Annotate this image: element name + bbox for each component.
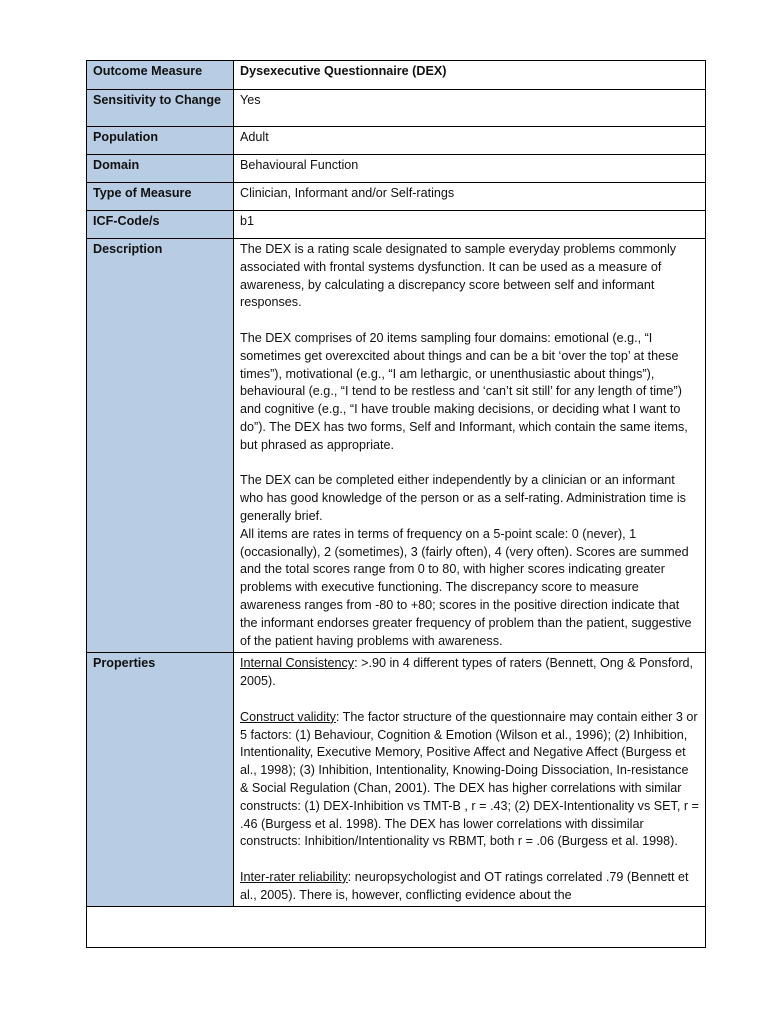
label-domain: Domain: [87, 155, 234, 183]
outcome-measure-sheet: [86, 60, 706, 948]
row-domain: [87, 155, 705, 183]
value-domain: Behavioural Function: [234, 155, 706, 183]
row-type-of-measure: [87, 183, 705, 211]
value-population: Adult: [234, 127, 706, 155]
value-icf-code: b1: [234, 211, 706, 239]
inter-rater-paragraph: [240, 869, 699, 905]
inter-rater-heading: Inter-rater reliability: [240, 869, 348, 884]
label-icf-code: ICF-Code/s: [87, 211, 234, 239]
label-outcome-measure: Outcome Measure: [87, 61, 234, 90]
row-properties: [87, 653, 705, 907]
value-description: [234, 239, 706, 653]
description-paragraph-1: The DEX is a rating scale designated to sample everyday problems commonly associated with frontal systems dysfunction. It can be used as a measure of awareness, by calculating a discrepancy score between self and informant responses.: [240, 242, 677, 310]
label-sensitivity: Sensitivity to Change: [87, 90, 234, 127]
internal-consistency-paragraph: [240, 655, 699, 691]
description-paragraph-4: All items are rates in terms of frequency on a 5-point scale: 0 (never), 1 (occasionally), 2 (sometimes), 3 (fairly often), 4 (very often). Scores are summed and the total scores range from 0 to 80, with higher scores indicating greater problems with executive functioning. The discrepancy score to measure awareness ranges from -80 to +80; scores in the positive direction indicate that the informant endorses greater frequency of problem than the patient, suggestive of the patient having problems with awareness.: [240, 526, 692, 648]
label-description: Description: [87, 239, 234, 653]
inter-rater-text: : neuropsychologist and OT ratings correlated .79 (Bennett et al., 2005). There is, however, conflicting evidence about the: [240, 869, 689, 902]
outcome-measure-table: [87, 61, 705, 907]
label-properties: Properties: [87, 653, 234, 907]
construct-validity-paragraph: [240, 709, 699, 851]
row-icf-code: [87, 211, 705, 239]
internal-consistency-heading: Internal Consistency: [240, 656, 355, 671]
value-properties: [234, 653, 706, 907]
value-type-of-measure: Clinician, Informant and/or Self-ratings: [234, 183, 706, 211]
internal-consistency-text: : >.90 in 4 different types of raters (Bennett, Ong & Ponsford, 2005).: [240, 656, 694, 689]
row-population: [87, 127, 705, 155]
value-sensitivity: Yes: [234, 90, 706, 127]
construct-validity-text: : The factor structure of the questionnaire may contain either 3 or 5 factors: (1) Behaviour, Cognition & Emotion (Wilson et al., 1996); (2) Inhibition, Intentionality, Executive Memory, Positive Affect and Negative Affect (Burgess et al., 1998); (3) Inhibition, Intentionality, Knowing-Doing Dissociation, In-resistance & Social Regulation (Chan, 2001). The DEX has higher correlations with similar constructs: (1) DEX-Inhibition vs TMT-B , r = .43; (2) DEX-Intentionality vs SET, r = .46 (Burgess et al. 1998). The DEX has lower correlations with dissimilar constructs: Inhibition/Intentionality vs RBMT, both r = .06 (Burgess et al. 1998).: [240, 709, 699, 849]
description-paragraph-3: The DEX can be completed either independently by a clinician or an informant who has good knowledge of the person or as a self-rating. Administration time is generally brief.: [240, 473, 686, 523]
row-sensitivity: [87, 90, 705, 127]
construct-validity-heading: Construct validity: [240, 709, 336, 724]
row-outcome-measure: [87, 61, 705, 90]
measure-title: Dysexecutive Questionnaire (DEX): [234, 61, 706, 90]
row-description: [87, 239, 705, 653]
label-population: Population: [87, 127, 234, 155]
label-type-of-measure: Type of Measure: [87, 183, 234, 211]
description-paragraph-2: The DEX comprises of 20 items sampling four domains: emotional (e.g., “I sometimes get overexcited about things and can be a bit ‘over the top’ at these times”), motivational (e.g., “I am lethargic, or unenthusiastic about things”), behavioural (e.g., “I tend to be restless and ‘can’t sit still’ for any length of time”) and cognitive (e.g., “I have trouble making decisions, or deciding what I want to do”). The DEX has two forms, Self and Informant, which contain the same items, but phrased as appropriate.: [240, 330, 688, 452]
